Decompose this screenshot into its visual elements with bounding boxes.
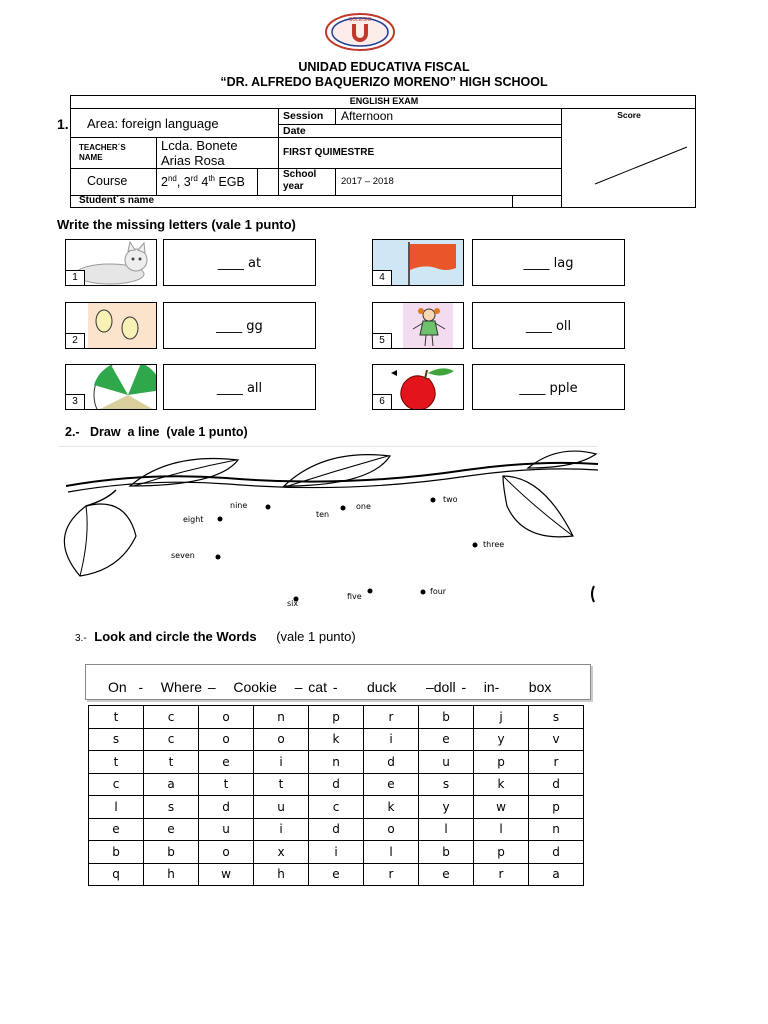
grid-cell[interactable]: a [529, 863, 584, 886]
grid-cell[interactable]: o [254, 728, 309, 751]
grid-cell[interactable]: e [144, 818, 199, 841]
grid-cell[interactable]: d [309, 818, 364, 841]
grid-cell[interactable]: p [474, 751, 529, 774]
picture-doll [372, 302, 464, 349]
teacher-name-line2: Arias Rosa [161, 153, 225, 168]
item-number-1: 1 [66, 270, 85, 285]
grid-cell[interactable]: s [529, 706, 584, 729]
grid-cell[interactable]: s [89, 728, 144, 751]
number-label-two: two [443, 495, 458, 504]
section3-prefix: 3.- [75, 633, 87, 644]
grid-cell[interactable]: t [89, 751, 144, 774]
item-number-5: 5 [373, 333, 392, 348]
number-label-four: four [430, 587, 447, 596]
picture-cat [65, 239, 157, 286]
word-list-box [85, 664, 591, 700]
word-search-grid [88, 705, 584, 886]
number-label-nine: nine [230, 501, 248, 510]
grid-cell[interactable]: r [529, 751, 584, 774]
grid-cell[interactable]: d [199, 796, 254, 819]
grid-row [89, 728, 584, 751]
picture-apple [372, 364, 464, 410]
answer-box-6[interactable]: ____ pple [472, 364, 625, 410]
branch-drawing [58, 446, 598, 610]
item-number-2: 2 [66, 333, 85, 348]
grid-cell[interactable]: u [419, 751, 474, 774]
number-label-five: five [347, 592, 362, 601]
school-name-line2: “DR. ALFREDO BAQUERIZO MORENO” HIGH SCHOOL [220, 75, 548, 89]
word-list: On - Where – Cookie – cat - duck –doll - in- box [108, 679, 552, 695]
grid-cell[interactable]: x [254, 841, 309, 864]
item-number-4: 4 [373, 270, 392, 285]
grid-cell[interactable]: n [529, 818, 584, 841]
grid-cell[interactable]: d [309, 773, 364, 796]
grid-cell[interactable]: t [89, 706, 144, 729]
grid-cell[interactable]: l [474, 818, 529, 841]
grid-cell[interactable]: i [309, 841, 364, 864]
grid-cell[interactable]: l [364, 841, 419, 864]
number-label-eight: eight [183, 515, 204, 524]
answer-box-4[interactable]: ____ lag [472, 239, 625, 286]
score-label: Score [617, 110, 641, 120]
picture-eggs [65, 302, 157, 349]
grid-cell[interactable]: y [474, 728, 529, 751]
grid-cell[interactable]: n [309, 751, 364, 774]
grid-cell[interactable]: d [529, 841, 584, 864]
grid-cell[interactable]: b [89, 841, 144, 864]
grid-cell[interactable]: k [309, 728, 364, 751]
grid-cell[interactable]: u [199, 818, 254, 841]
grid-row [89, 773, 584, 796]
grid-cell[interactable]: s [144, 796, 199, 819]
exam-title: ENGLISH EXAM [349, 96, 419, 106]
course-value-text: 2nd, 3rd 4th EGB [161, 174, 245, 190]
grid-cell[interactable]: l [89, 796, 144, 819]
section3-title [75, 629, 356, 644]
school-year-value: 2017 – 2018 [341, 176, 394, 187]
section2-title: 2.- Draw a line (vale 1 punto) [65, 425, 248, 439]
grid-cell[interactable]: b [419, 841, 474, 864]
grid-cell[interactable]: j [474, 706, 529, 729]
grid-cell[interactable]: e [309, 863, 364, 886]
grid-cell[interactable]: c [144, 728, 199, 751]
grid-cell[interactable]: c [144, 706, 199, 729]
grid-cell[interactable]: p [309, 706, 364, 729]
grid-cell[interactable]: e [419, 728, 474, 751]
grid-cell[interactable]: p [529, 796, 584, 819]
grid-cell[interactable]: o [364, 818, 419, 841]
grid-cell[interactable]: l [419, 818, 474, 841]
grid-cell[interactable]: i [364, 728, 419, 751]
grid-cell[interactable]: b [419, 706, 474, 729]
grid-cell[interactable]: i [254, 818, 309, 841]
section1-title: Write the missing letters (vale 1 punto) [57, 217, 296, 232]
grid-cell[interactable]: v [529, 728, 584, 751]
picture-flag [372, 239, 464, 286]
grid-cell[interactable]: r [364, 863, 419, 886]
grid-cell[interactable]: r [364, 706, 419, 729]
grid-row [89, 818, 584, 841]
grid-cell[interactable]: o [199, 728, 254, 751]
grid-cell[interactable]: c [309, 796, 364, 819]
teacher-label: TEACHER´S NAME [79, 143, 126, 162]
date-label: Date [283, 125, 306, 137]
course-value [161, 174, 245, 189]
grid-cell[interactable]: p [474, 841, 529, 864]
grid-cell[interactable]: h [144, 863, 199, 886]
school-year-label: School year [283, 169, 317, 192]
grid-cell[interactable]: k [474, 773, 529, 796]
picture-ball [65, 364, 157, 410]
grid-cell[interactable]: e [199, 751, 254, 774]
session-label: Session [283, 110, 324, 122]
grid-row [89, 796, 584, 819]
school-name-line1: UNIDAD EDUCATIVA FISCAL [298, 60, 470, 74]
answer-box-2[interactable]: ____ gg [163, 302, 316, 349]
grid-cell[interactable]: o [199, 841, 254, 864]
answer-box-1[interactable]: ____ at [163, 239, 316, 286]
teacher-name-line1: Lcda. Bonete [161, 138, 238, 153]
item-number: 1. [57, 116, 69, 132]
grid-row [89, 751, 584, 774]
grid-cell[interactable]: d [529, 773, 584, 796]
course-label: Course [87, 174, 128, 188]
grid-cell[interactable]: e [89, 818, 144, 841]
grid-row [89, 841, 584, 864]
answer-box-3[interactable]: ____ all [163, 364, 316, 410]
number-label-six: six [287, 599, 299, 608]
grid-cell[interactable]: q [89, 863, 144, 886]
grid-cell[interactable]: t [144, 751, 199, 774]
grid-cell[interactable]: u [254, 796, 309, 819]
svg-text:COLEGIO: COLEGIO [348, 17, 372, 23]
session-value: Afternoon [341, 109, 394, 123]
grid-row [89, 863, 584, 886]
grid-cell[interactable]: h [254, 863, 309, 886]
item-number-3: 3 [66, 394, 85, 409]
answer-box-5[interactable]: ____ oll [472, 302, 625, 349]
item-number-6: 6 [373, 394, 392, 409]
grid-cell[interactable]: o [199, 706, 254, 729]
grid-cell[interactable]: s [419, 773, 474, 796]
grid-cell[interactable]: t [199, 773, 254, 796]
section3-points: (vale 1 punto) [276, 629, 356, 644]
grid-cell[interactable]: e [419, 863, 474, 886]
grid-cell[interactable]: a [144, 773, 199, 796]
area-label: Area: foreign language [87, 116, 219, 131]
grid-cell[interactable]: d [364, 751, 419, 774]
student-name-label: Student´s name [79, 195, 155, 206]
exam-header-table [70, 95, 696, 208]
term-label: FIRST QUIMESTRE [283, 147, 375, 158]
grid-cell[interactable]: b [144, 841, 199, 864]
section3-title-text: Look and circle the Words [94, 629, 257, 644]
number-label-one: one [356, 502, 371, 511]
number-label-seven: seven [171, 551, 195, 560]
grid-cell[interactable]: c [89, 773, 144, 796]
grid-row [89, 706, 584, 729]
grid-cell[interactable]: y [419, 796, 474, 819]
grid-cell[interactable]: t [254, 773, 309, 796]
grid-cell[interactable]: w [199, 863, 254, 886]
number-label-three: three [483, 540, 505, 549]
school-logo [325, 13, 395, 51]
number-label-ten: ten [316, 510, 330, 519]
grid-cell[interactable]: k [364, 796, 419, 819]
grid-cell[interactable]: e [364, 773, 419, 796]
grid-cell[interactable]: i [254, 751, 309, 774]
grid-cell[interactable]: w [474, 796, 529, 819]
grid-cell[interactable]: r [474, 863, 529, 886]
score-diagonal-line [591, 144, 691, 188]
grid-cell[interactable]: n [254, 706, 309, 729]
